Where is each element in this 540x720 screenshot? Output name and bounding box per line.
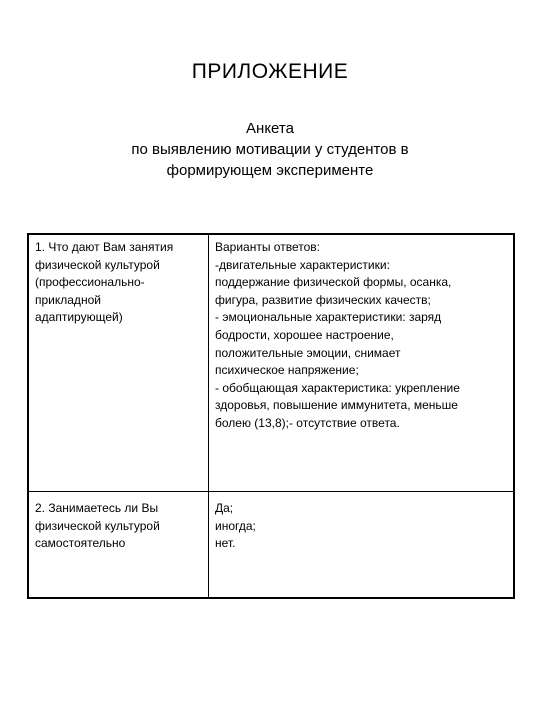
page-title: ПРИЛОЖЕНИЕ	[191, 60, 349, 83]
answer-line: иногда;	[215, 518, 256, 533]
answer-line: болею (13,8);- отсутствие ответа.	[215, 415, 400, 430]
table-row	[28, 234, 514, 492]
answer-line: поддержание физической формы, осанка,	[215, 275, 452, 290]
question-cell	[28, 234, 209, 492]
question-line: прикладной	[35, 292, 101, 307]
answer-line: фигура, развитие физических качеств;	[215, 292, 431, 307]
answer-line: - эмоциональные характеристики: заряд	[215, 310, 442, 325]
question-line: 1. Что дают Вам занятия	[35, 240, 174, 254]
question-line: самостоятельно	[35, 536, 126, 551]
question-line: физической культурой	[35, 257, 160, 272]
answer-line: здоровья, повышение иммунитета, меньше	[215, 398, 458, 413]
subtitle-line: по выявлению мотивации у студентов в	[131, 141, 409, 158]
answer-cell	[209, 492, 515, 599]
question-line: адаптирующей)	[35, 310, 123, 325]
questionnaire-heading	[40, 118, 500, 181]
subtitle-line: Анкета	[246, 120, 294, 137]
answer-line: нет.	[215, 536, 236, 551]
answer-line: психическое напряжение;	[215, 363, 359, 378]
table-row	[28, 492, 514, 599]
answer-line: Да;	[215, 501, 234, 515]
answer-line: - обобщающая характеристика: укрепление	[215, 380, 460, 395]
answer-cell	[209, 234, 515, 492]
subtitle-line: формирующем эксперименте	[166, 162, 374, 179]
answer-line: бодрости, хорошее настроение,	[215, 327, 394, 342]
answer-line: -двигательные характеристики:	[215, 257, 390, 272]
question-line: физической культурой	[35, 518, 160, 533]
question-line: 2. Занимаетесь ли Вы	[35, 501, 159, 515]
question-cell	[28, 492, 209, 599]
answer-line: положительные эмоции, снимает	[215, 345, 401, 360]
questionnaire-table	[27, 233, 515, 599]
answer-line: Варианты ответов:	[215, 240, 320, 254]
question-line: (профессионально-	[35, 275, 145, 290]
